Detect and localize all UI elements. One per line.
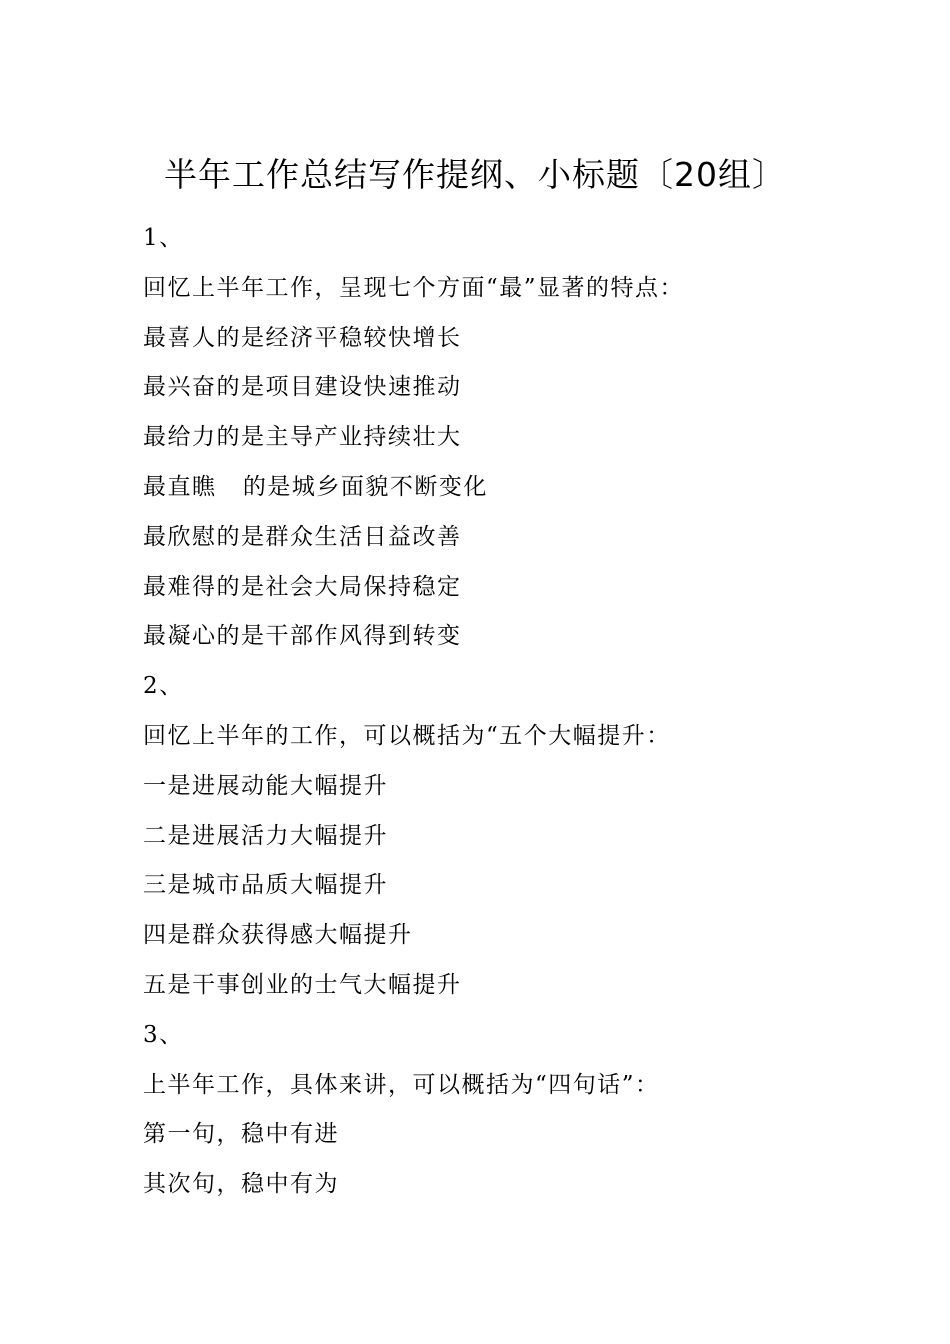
- list-item: 最直瞧 的是城乡面貌不断变化: [143, 473, 488, 500]
- document-title: 半年工作总结写作提纲、小标题〔20组〕: [164, 155, 786, 194]
- list-item: 一是进展动能大幅提升: [143, 772, 388, 799]
- section-number: 1、: [143, 225, 184, 251]
- list-item: 其次句，稳中有为: [143, 1171, 339, 1198]
- list-item: 最欣慰的是群众生活日益改善: [143, 523, 462, 550]
- list-item: 最给力的是主导产业持续壮大: [143, 424, 462, 451]
- section-intro: 回忆上半年的工作，可以概括为“五个大幅提升：: [143, 722, 671, 749]
- list-item: 最凝心的是干部作风得到转变: [143, 623, 462, 650]
- section-number: 3、: [143, 1021, 184, 1048]
- list-item: 最喜人的是经济平稳较快增长: [143, 324, 462, 351]
- list-item: 最兴奋的是项目建设快速推动: [143, 374, 462, 401]
- list-item: 第一句，稳中有进: [143, 1121, 339, 1148]
- section-intro: 回忆上半年工作，呈现七个方面“最”显著的特点：: [143, 274, 685, 301]
- section-intro: 上半年工作，具体来讲，可以概括为“四句话”：: [143, 1071, 660, 1098]
- list-item: 二是进展活力大幅提升: [143, 822, 388, 849]
- list-item: 五是干事创业的士气大幅提升: [143, 971, 462, 998]
- list-item: 最难得的是社会大局保持稳定: [143, 573, 462, 600]
- list-item: 四是群众获得感大幅提升: [143, 922, 413, 949]
- section-number: 2、: [143, 673, 184, 700]
- list-item: 三是城市品质大幅提升: [143, 872, 388, 899]
- document-body: [143, 214, 843, 1210]
